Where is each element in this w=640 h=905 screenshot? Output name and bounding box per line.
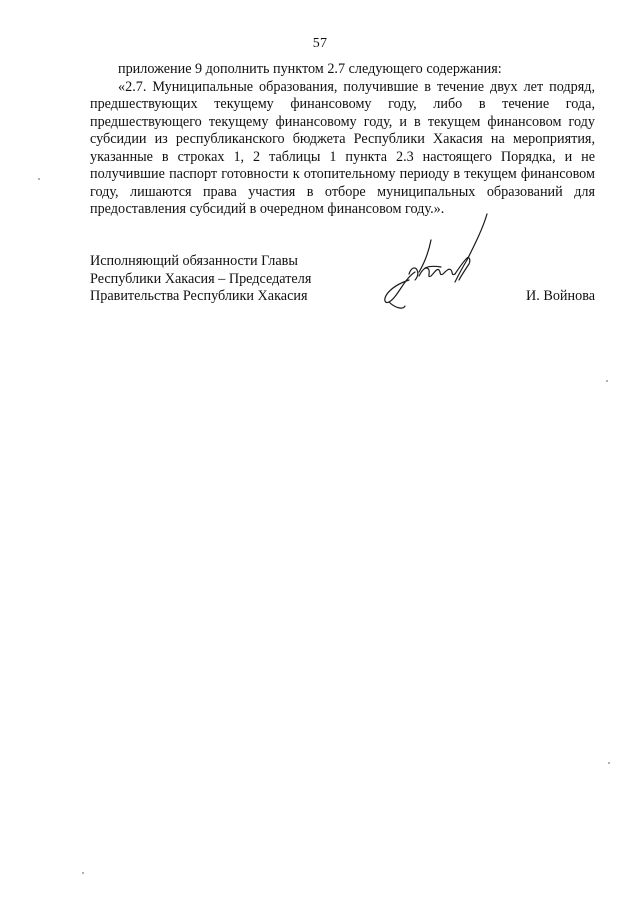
signature-block — [90, 253, 595, 313]
handwritten-signature — [375, 210, 495, 320]
scan-speck — [608, 762, 610, 764]
document-body — [90, 61, 595, 219]
scan-speck — [38, 178, 40, 180]
clause-paragraph: «2.7. Муниципальные образования, получившие в течение двух лет подряд, предшествующих текущему финансовому году, либо в течение года, предшествующего текущему финансовому году, и в текущем финансовом году субсидии из республиканского бюджета Республики Хакасия на мероприятия, указанные в строках 1, 2 таблицы 1 пункта 2.3 настоящего Порядка, и не получившие паспорт готовности к отопительному периоду в текущем финансовом году, лишаются права участия в отборе муниципальных образований для предоставления субсидий в очередном финансовом году.». — [90, 78, 595, 217]
signer-title-line: Правительства Республики Хакасия — [90, 288, 308, 304]
signer-title — [90, 253, 311, 306]
scan-speck — [606, 380, 608, 382]
signer-title-line: Исполняющий обязанности Главы — [90, 253, 298, 269]
page-number: 57 — [312, 36, 328, 51]
signer-title-line: Республики Хакасия – Председателя — [90, 270, 312, 287]
intro-paragraph: приложение 9 дополнить пунктом 2.7 следующего содержания: — [118, 61, 502, 77]
scan-speck — [82, 872, 84, 874]
signer-name: И. Войнова — [526, 288, 595, 304]
